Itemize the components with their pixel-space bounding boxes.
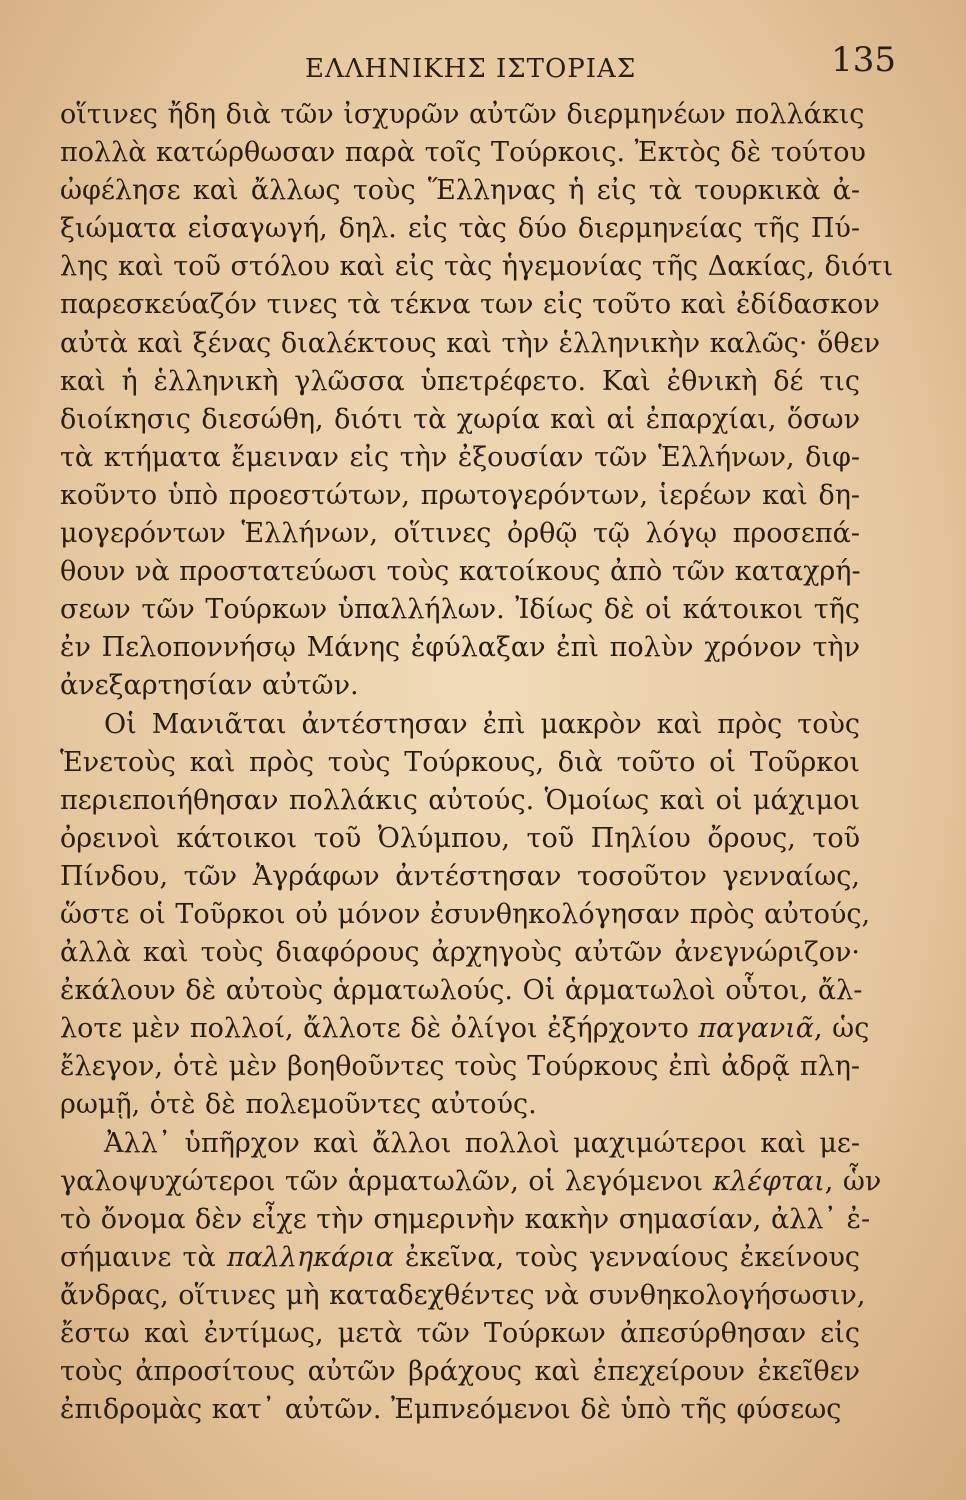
text-line: Ἀλλ᾽ ὑπῆρχον καὶ ἄλλοι πολλοὶ μαχιμώτεροι καὶ με- [104, 1127, 860, 1159]
text-line: καὶ ἡ ἑλληνικὴ γλῶσσα ὑπετρέφετο. Καὶ ἐθνικὴ δέ τις [60, 365, 860, 397]
text-line: σεων τῶν Τούρκων ὑπαλλήλων. Ἰδίως δὲ οἱ κάτοικοι τῆς [60, 594, 860, 626]
text-line: παρεσκεύαζόν τινες τὰ τέκνα των εἰς τοῦτο καὶ ἐδίδασκον [60, 289, 880, 321]
text-line: τοὺς ἀπροσίτους αὐτῶν βράχους καὶ ἐπεχείρουν ἐκεῖθεν [60, 1356, 860, 1388]
running-title: ΕΛΛΗΝΙΚΗΣ ΙΣΤΟΡΙΑΣ [305, 54, 637, 84]
running-head [60, 40, 896, 92]
text-line: Οἱ Μανιᾶται ἀντέστησαν ἐπὶ μακρὸν καὶ πρὸς τοὺς [104, 708, 860, 740]
text-line: ὥστε οἱ Τοῦρκοι οὐ μόνον ἐσυνθηκολόγησαν πρὸς αὐτούς, [60, 898, 871, 930]
text-line: ἀλλὰ καὶ τοὺς διαφόρους ἀρχηγοὺς αὐτῶν ἀνεγνώριζον· [60, 937, 860, 969]
text-line: ρωμῇ, ὁτὲ δὲ πολεμοῦντες αὐτούς. [60, 1089, 537, 1121]
text-line: ὀρεινοὶ κάτοικοι τοῦ Ὀλύμπου, τοῦ Πηλίου ὄρους, τοῦ [60, 822, 860, 854]
text-line: κοῦντο ὑπὸ προεστώτων, πρωτογερόντων, ἱερέων καὶ δη- [60, 479, 860, 511]
text-line: ἔλεγον, ὁτὲ μὲν βοηθοῦντες τοὺς Τούρκους ἐπὶ ἀδρᾷ πλη- [60, 1051, 860, 1083]
text-line: ξιώματα εἰσαγωγή, δηλ. εἰς τὰς δύο διερμηνείας τῆς Πύ- [60, 213, 860, 245]
paragraph [60, 1125, 882, 1430]
text-line: Πίνδου, τῶν Ἀγράφων ἀντέστησαν τοσοῦτον γενναίως, [60, 860, 860, 892]
text-line: διοίκησις διεσώθη, διότι τὰ χωρία καὶ αἱ ἐπαρχίαι, ὅσων [60, 403, 860, 435]
italic-term: παγανιᾶ [698, 1013, 815, 1045]
text-line: σήμαινε τὰ παλληκάρια ἐκεῖνα, τοὺς γενναίους ἐκείνους [60, 1241, 860, 1273]
paragraph [60, 96, 894, 706]
text-line: ἐν Πελοποννήσῳ Μάνης ἐφύλαξαν ἐπὶ πολὺν χρόνον τὴν [60, 632, 860, 664]
text-line: θουν νὰ προστατεύωσι τοὺς κατοίκους ἀπὸ τῶν καταχρή- [60, 556, 861, 588]
text-line: ὠφέλησε καὶ ἄλλως τοὺς Ἕλληνας ἡ εἰς τὰ τουρκικὰ ἀ- [60, 175, 860, 207]
text-line: πολλὰ κατώρθωσαν παρὰ τοῖς Τούρκοις. Ἐκτὸς δὲ τούτου [60, 137, 866, 169]
page-number: 135 [831, 40, 896, 80]
text-line: περιεποιήθησαν πολλάκις αὐτούς. Ὁμοίως καὶ οἱ μάχιμοι [60, 784, 860, 816]
text-line: Ἑνετοὺς καὶ πρὸς τοὺς Τούρκους, διὰ τοῦτο οἱ Τοῦρκοι [60, 746, 860, 778]
text-line: γαλοψυχώτεροι τῶν ἁρματωλῶν, οἱ λεγόμενοι κλέφται, ὧν [60, 1165, 882, 1197]
text-line: τὸ ὄνομα δὲν εἶχε τὴν σημερινὴν κακὴν σημασίαν, ἀλλ᾽ ἐ- [60, 1203, 871, 1235]
italic-term: κλέφται [712, 1165, 825, 1197]
body-text [60, 96, 894, 1429]
text-line: οἵτινες ἤδη διὰ τῶν ἰσχυρῶν αὐτῶν διερμηνέων πολλάκις [60, 99, 865, 130]
text-line: ἐκάλουν δὲ αὐτοὺς ἁρματωλούς. Οἱ ἁρματωλοὶ οὗτοι, ἄλ- [60, 975, 863, 1007]
text-line: ἐπιδρομὰς κατ᾽ αὐτῶν. Ἐμπνεόμενοι δὲ ὑπὸ τῆς φύσεως [60, 1394, 842, 1426]
paragraph [60, 706, 871, 1125]
text-line: αὐτὰ καὶ ξένας διαλέκτους καὶ τὴν ἑλληνικὴν καλῶς· ὅθεν [60, 327, 881, 359]
text-line: μογερόντων Ἑλλήνων, οἵτινες ὀρθῷ τῷ λόγῳ προσεπά- [60, 518, 860, 550]
text-line: ἔστω καὶ ἐντίμως, μετὰ τῶν Τούρκων ἀπεσύρθησαν εἰς [60, 1318, 860, 1349]
text-line: λης καὶ τοῦ στόλου καὶ εἰς τὰς ἡγεμονίας τῆς Δακίας, διότι [60, 251, 894, 283]
text-line: ἄνδρας, οἵτινες μὴ καταδεχθέντες νὰ συνθηκολογήσωσιν, [60, 1279, 866, 1311]
text-line: ἀνεξαρτησίαν αὐτῶν. [60, 670, 359, 702]
text-line: τὰ κτήματα ἔμειναν εἰς τὴν ἐξουσίαν τῶν Ἑλλήνων, διφ- [60, 441, 860, 473]
text-line: λοτε μὲν πολλοί, ἄλλοτε δὲ ὀλίγοι ἐξήρχοντο παγανιᾶ, ὡς [60, 1013, 870, 1045]
italic-term: παλληκάρια [226, 1241, 394, 1273]
